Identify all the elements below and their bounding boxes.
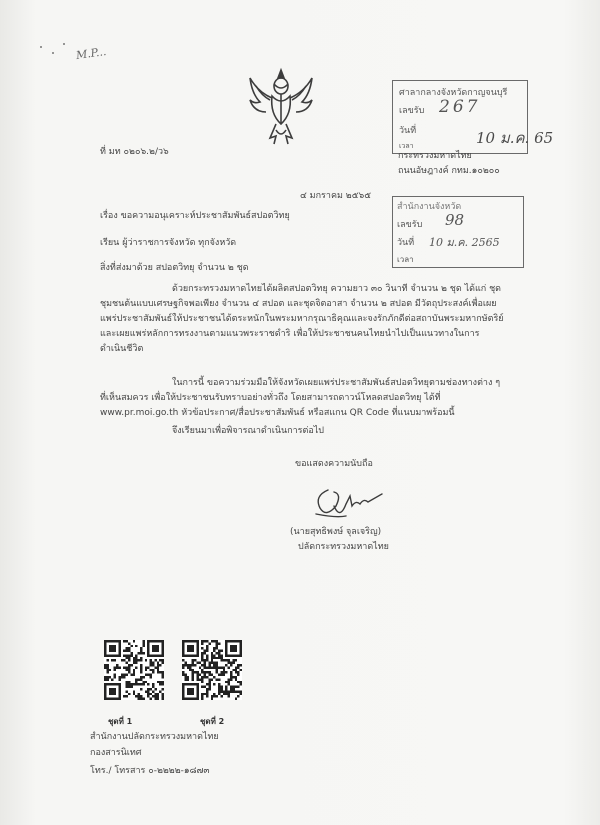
subject-line: เรื่อง ขอความอนุเคราะห์ประชาสัมพันธ์สปอตวิทยุ [100,211,290,221]
attachment-line: สิ่งที่ส่งมาด้วย สปอตวิทยุ จำนวน ๒ ชุด [100,263,249,273]
footer-office: สำนักงานปลัดกระทรวงมหาดไทย [90,732,219,742]
paragraph-2: ในการนี้ ขอความร่วมมือให้จังหวัดเผยแพร่ประชาสัมพันธ์สปอตวิทยุตามช่องทางต่าง ๆ ที่เห็นสมควร เพื่อให้ประชาชนรับทราบอย่างทั่วถึง โดยสามารถดาวน์โหลดสปอตวิทยุ ได้ที่ www.pr.moi.go.th หัวข้อประกาศ/สื่อประชาสัมพันธ์ หรือสแกน QR Code ที่แนบมาพร้อมนี้ [100,378,501,418]
stamp2-title: สำนักงานจังหวัด [397,202,462,212]
stamp2-date-label: วันที่ [397,238,415,248]
paragraph-1: ด้วยกระทรวงมหาดไทยได้ผลิตสปอตวิทยุ ความยาว ๓๐ วินาที จำนวน ๒ ชุด ได้แก่ ชุดชุมชนต้นแบบเศรษฐกิจพอเพียง จำนวน ๔ สปอต และชุดจิตอาสา จำนวน ๒ สปอต มีวัตถุประสงค์เพื่อเผยแพร่ประชาสัมพันธ์ให้ประชาชนได้ตระหนักในพระมหากรุณาธิคุณและจงรักภักดีต่อสถาบันพระมหากษัตริย์ และเผยแพร่หลักการทรงงานตามแนวพระราชดำริ เพื่อให้ประชาชนคนไทยนำไปเป็นแนวทางในการดำเนินชีวิต [100,284,504,354]
ministry-name: กระทรวงมหาดไทย [398,151,472,161]
speckle [40,46,42,48]
qr-label-1: ชุดที่ 1 [108,717,133,726]
footer-phone: โทร./ โทรสาร ๐-๒๒๒๒-๑๘๗๓ [90,766,210,776]
ministry-address: ถนนอัษฎางค์ กทม.๑๐๒๐๐ [398,166,500,176]
paragraph-3: จึงเรียนมาเพื่อพิจารณาดำเนินการต่อไป [172,426,325,436]
stamp-received-label: เลขรับ [399,106,425,116]
corner-scribble: M.P... [75,44,108,63]
qr-code-set-2 [182,640,242,700]
stamp-time-label: เวลา [399,142,414,150]
stamp-received-number: 267 [439,97,481,117]
qr-code-set-1 [104,640,164,700]
speckle [63,43,65,45]
ref-number: ที่ มท ๐๒๐๖.๒/ว๖ [100,147,169,157]
stamp2-received-label: เลขรับ [397,220,423,230]
stamp2-date-value: 10 ม.ค. 2565 [429,236,500,249]
signer-title: ปลัดกระทรวงมหาดไทย [298,542,389,552]
stamp-handwritten-date: 10 ม.ค. 65 [476,129,554,147]
stamp2-received-number: 98 [445,211,465,229]
stamp-title: ศาลากลางจังหวัดกาญจนบุรี [399,88,508,98]
letter-date: ๔ มกราคม ๒๕๖๕ [300,191,372,201]
qr-label-2: ชุดที่ 2 [200,717,225,726]
stamp-date-label: วันที่ [399,126,417,136]
recipient-line: เรียน ผู้ว่าราชการจังหวัด ทุกจังหวัด [100,238,237,248]
speckle [52,52,54,54]
stamp2-time-label: เวลา [397,255,414,264]
signer-name: (นายสุทธิพงษ์ จุลเจริญ) [290,527,382,537]
garuda-emblem-icon [246,66,316,148]
closing-phrase: ขอแสดงความนับถือ [295,459,373,469]
receiving-stamp-office [392,196,524,268]
handwritten-signature [306,484,388,522]
footer-division: กองสารนิเทศ [90,748,142,758]
